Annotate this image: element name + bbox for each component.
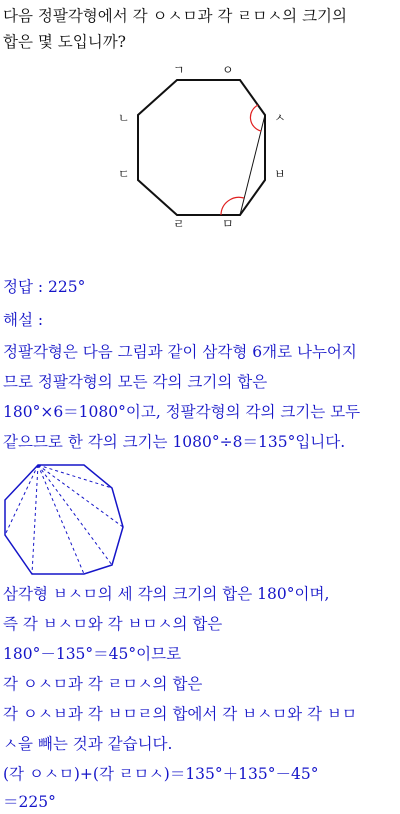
para2-line-3: 180°－135°＝45°이므로 xyxy=(3,645,182,663)
question-line-2: 합은 몇 도입니까? xyxy=(3,33,126,51)
explanation-heading: 해설 : xyxy=(3,311,44,329)
vertex-label-b: ㅂ xyxy=(274,167,286,181)
triangulated-octagon-figure xyxy=(0,460,135,580)
vertex-label-d: ㄷ xyxy=(118,167,130,181)
question-line-1: 다음 정팔각형에서 각 ㅇㅅㅁ과 각 ㄹㅁㅅ의 크기의 xyxy=(3,7,347,25)
vertex-label-o: ㅇ xyxy=(222,63,234,77)
para2-line-4: 각 ㅇㅅㅁ과 각 ㄹㅁㅅ의 합은 xyxy=(3,675,203,693)
para2-line-6: ㅅ을 빼는 것과 같습니다. xyxy=(3,735,173,753)
para1-line-1: 정팔각형은 다음 그림과 같이 삼각형 6개로 나누어지 xyxy=(3,343,357,361)
vertex-label-s: ㅅ xyxy=(274,111,286,125)
vertex-label-n: ㄴ xyxy=(118,111,130,125)
answer-line: 정답 : 225° xyxy=(3,278,86,296)
octagon-outline xyxy=(138,80,265,215)
para2-line-5: 각 ㅇㅅㅂ과 각 ㅂㅁㄹ의 합에서 각 ㅂㅅㅁ와 각 ㅂㅁ xyxy=(3,705,357,723)
para2-line-7: (각 ㅇㅅㅁ)+(각 ㄹㅁㅅ)＝135°＋135°－45° xyxy=(3,765,319,783)
octagon2-outline xyxy=(5,465,123,574)
para2-line-8: ＝225° xyxy=(3,793,56,811)
para1-line-3: 180°×6＝1080°이고, 정팔각형의 각의 크기는 모두 xyxy=(3,403,361,421)
vertex-label-m: ㅁ xyxy=(222,217,234,231)
vertex-label-g: ㄱ xyxy=(173,63,185,77)
para2-line-1: 삼각형 ㅂㅅㅁ의 세 각의 크기의 합은 180°이며, xyxy=(3,585,330,603)
para1-line-2: 므로 정팔각형의 모든 각의 크기의 합은 xyxy=(3,373,268,391)
vertex-label-r: ㄹ xyxy=(173,217,185,231)
para1-line-4: 같으므로 한 각의 크기는 1080°÷8＝135°입니다. xyxy=(3,433,346,451)
para2-line-2: 즉 각 ㅂㅅㅁ와 각 ㅂㅁㅅ의 합은 xyxy=(3,615,223,633)
octagon-figure xyxy=(110,62,290,234)
diagonal-s-m xyxy=(240,115,265,215)
